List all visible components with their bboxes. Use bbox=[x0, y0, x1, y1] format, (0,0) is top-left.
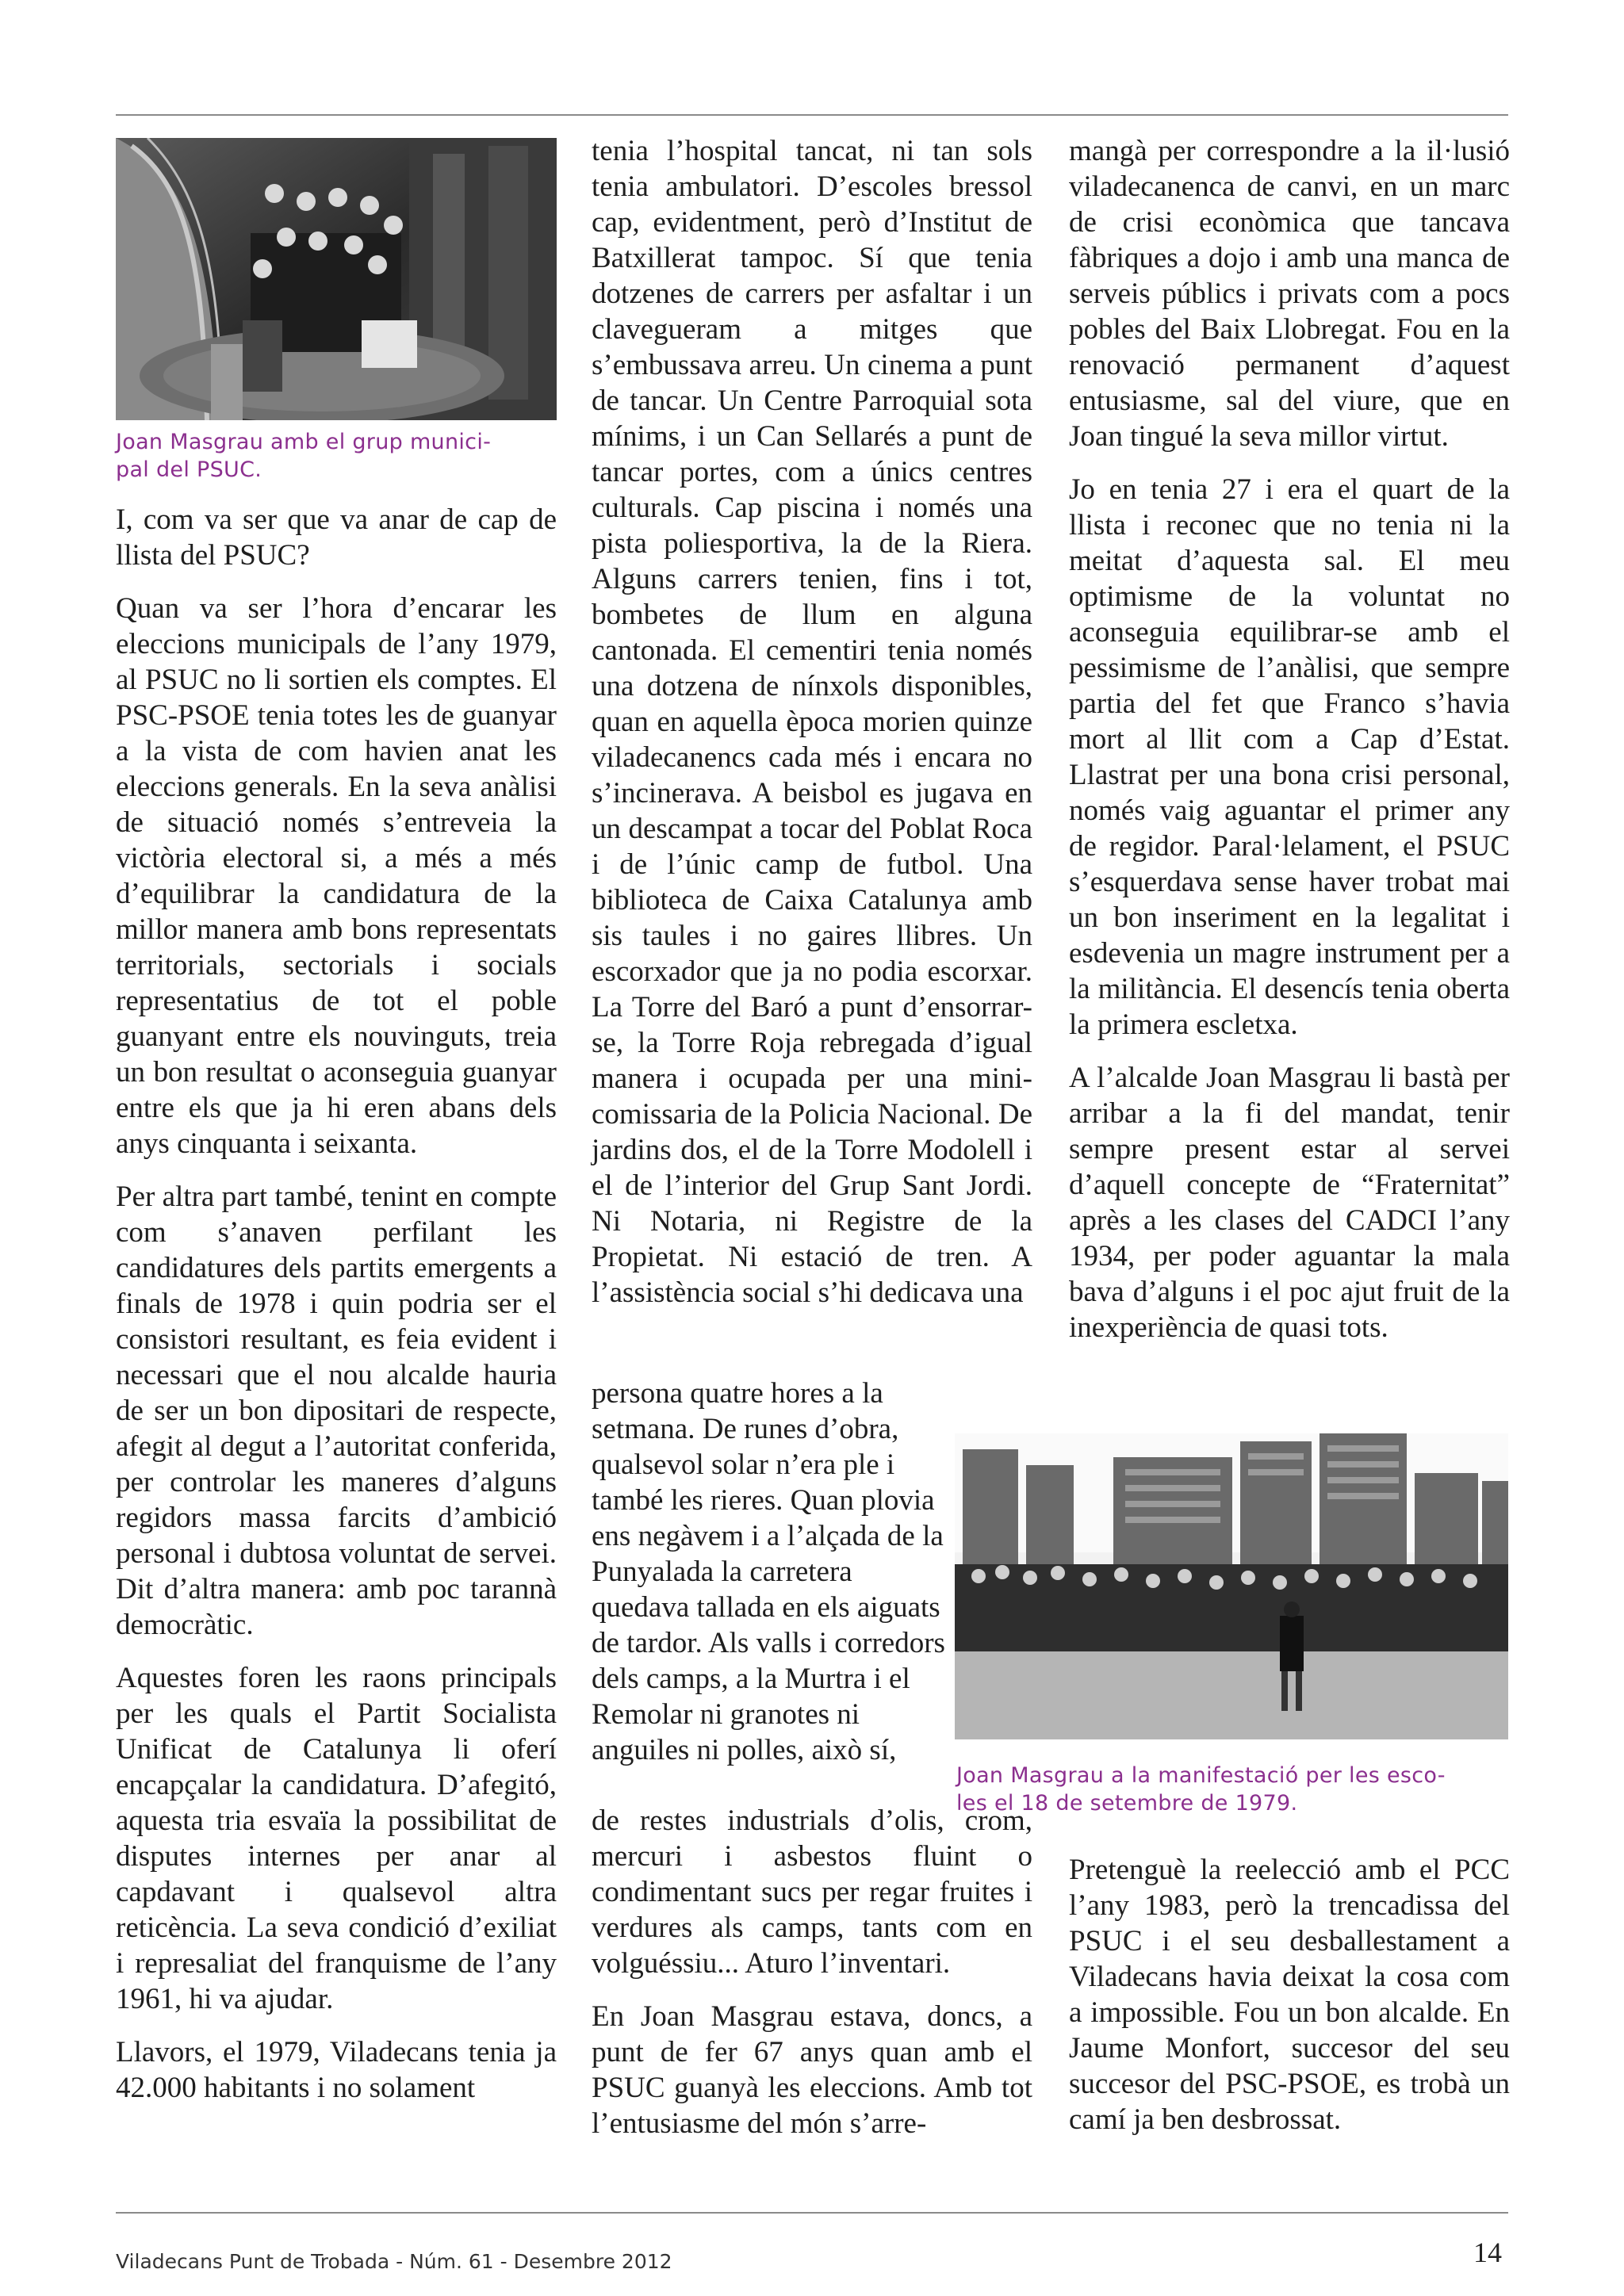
paragraph: Aquestes foren les raons principals per les quals el Partit Socialista Unificat de Catalunya li oferí encapçalar la candidatura. D’afegitó, aquesta tria esvaïa la possibilitat de disputes internes per anar al capdavant i qualsevol altra reticència. La seva condició d’exiliat i represaliat del franquisme de l’any 1961, hi va ajudar. bbox=[116, 1662, 557, 2015]
top-rule bbox=[116, 114, 1508, 116]
caption-line: Joan Masgrau amb el grup munici- bbox=[116, 430, 492, 454]
bottom-rule bbox=[116, 2212, 1508, 2214]
publication-footer: Viladecans Punt de Trobada - Núm. 61 - Desembre 2012 bbox=[116, 2250, 672, 2273]
interview-question: I, com va ser que va anar de cap de llista del PSUC? bbox=[116, 503, 557, 572]
paragraph: tenia l’hospital tancat, ni tan sols tenia ambulatori. D’escoles bressol cap, evidentment, però d’Institut de Batxillerat tampoc. Sí que tenia dotzenes de carrers per asfaltar i un clavegueram a mitges que s’embussava arreu. Un cinema a punt de tancar. Un Centre Parroquial sota mínims, i un Can Sellarés a punt de tancar portes, com a únics centres culturals. Cap piscina i només una pista poliesportiva, la de la Riera. Alguns carrers tenien, fins i tot, bombetes de llum en alguna cantonada. El cementiri tenia només una dotzena de nínxols disponibles, quan en aquella època morien quinze viladecanencs cada més i encara no s’incinerava. A beisbol es jugava en un descampat a tocar del Poblat Roca i de l’únic camp de futbol. Una biblioteca de Caixa Catalunya amb sis taules i no gaires llibres. Un escorxador que ja no podia escorxar. La Torre del Baró a punt d’ensorrar-se, la Torre Roja rebregada d’igual manera i ocupada per una mini-comissaria de la Policia Nacional. De jardins dos, el de la Torre Modolell i el de l’interior del Grup Sant Jordi. Ni Notaria, ni Registre de la Propietat. Ni estació de tren. A l’assistència social s’hi dedicava una bbox=[592, 135, 1032, 1309]
paragraph: Jo en tenia 27 i era el quart de la llista i reconec que no tenia ni la meitat d’aquesta sal. El meu optimisme de la voluntat no aconseguia equilibrar-se amb el pessimisme de l’anàlisi, que sempre partia del fet que Franco s’havia mort al llit com a Cap d’Estat. Llastrat per una bona crisi personal, només vaig aguantar el primer any de regidor. Paral·lelament, el PSUC s’esquerdava sense haver trobat mai un bon inseriment en la legalitat i esdevenia un magre instrument per a la militància. El desencís tenia oberta la primera escletxa. bbox=[1069, 473, 1510, 1041]
column-3 bbox=[1069, 133, 1510, 1363]
column-2-wrap bbox=[592, 1376, 947, 1785]
paragraph: Llavors, el 1979, Viladecans tenia ja 42.000 habitants i no solament bbox=[116, 2036, 557, 2104]
paragraph: Per altra part també, tenint en compte com s’anaven perfilant les candidatures dels partits emergents a finals de 1978 i quin podria ser el consistori resultant, es feia evident i necessari que el nou alcalde hauria de ser un bon dipositari de respecte, afegit al degut a l’autoritat conferida, per controlar les maneres d’alguns regidors massa farcits d’ambició personal i dubtosa voluntat de servei. Dit d’altra manera: amb poc tarannà democràtic. bbox=[116, 1181, 557, 1641]
caption-line: Joan Masgrau a la manifestació per les esco- bbox=[956, 1763, 1446, 1788]
demonstration-photo bbox=[955, 1433, 1508, 1739]
column-2 bbox=[592, 133, 1032, 1328]
column-1 bbox=[116, 502, 557, 2123]
photo2-caption bbox=[956, 1762, 1511, 1817]
photo1-caption bbox=[116, 428, 560, 484]
paragraph: mangà per correspondre a la il·lusió viladecanenca de canvi, en un marc de crisi econòmica que tancava fàbriques a dojo i amb una manca de serveis públics i privats com a pocs pobles del Baix Llobregat. Fou en la renovació permanent d’aquest entusiasme, sal del viure, que en Joan tingué la seva millor virtut. bbox=[1069, 135, 1510, 453]
column-3-bottom bbox=[1069, 1852, 1510, 2155]
paragraph: Quan va ser l’hora d’encarar les eleccions municipals de l’any 1979, al PSUC no li sortien els comptes. El PSC-PSOE tenia totes les de guanyar a la vista de com havien anat les eleccions generals. En la seva anàlisi de situació només s’entreveia la victòria electoral si, a més a més d’equilibrar la candidatura de la millor manera amb bons representats territorials, sectorials i socials representatius de tot el poble guanyant entre els nouvinguts, treia un bon resultat o aconseguia guanyar entre els que ja hi eren abans dels anys cinquanta i seixanta. bbox=[116, 592, 557, 1160]
page-number: 14 bbox=[1473, 2237, 1502, 2268]
paragraph: persona quatre hores a la setmana. De runes d’obra, qualsevol solar n’era ple i també les rieres. Quan plovia ens negàvem i a l’alçada de la Punyalada la carretera quedava tallada en els aiguats de tardor. Als valls i corredors dels camps, a la Murtra i el Remolar ni granotes ni anguiles ni polles, això sí, bbox=[592, 1377, 945, 1766]
caption-line: les el 18 de setembre de 1979. bbox=[956, 1791, 1298, 1816]
paragraph: Pretenguè la reelecció amb el PCC l’any 1983, però la trencadissa del PSUC i el seu desballestament a Viladecans havia deixat la cosa com a impossible. Fou un bon alcalde. En Jaume Monfort, succesor del seu succesor del PSC-PSOE, es trobà un camí ja ben desbrossat. bbox=[1069, 1854, 1510, 2136]
paragraph: de restes industrials d’olis, crom, mercuri i asbestos fluint o condimentant sucs per regar fruites i verdures als camps, tants com en volguéssiu... Aturo l’inventari. bbox=[592, 1804, 1032, 1980]
caption-line: pal del PSUC. bbox=[116, 457, 262, 482]
paragraph: A l’alcalde Joan Masgrau li bastà per arribar a la fi del mandat, tenir sempre present estar al servei d’aquell concepte de “Fraternitat” après a les clases del CADCI l’any 1934, per poder aguantar la mala bava d’alguns i el poc ajut fruit de la inexperiència de quasi tots. bbox=[1069, 1062, 1510, 1344]
column-2-bottom bbox=[592, 1803, 1032, 2159]
paragraph: En Joan Masgrau estava, doncs, a punt de fer 67 anys quan amb el PSUC guanyà les eleccions. Amb tot l’entusiasme del món s’arre- bbox=[592, 2000, 1032, 2140]
group-photo bbox=[116, 138, 557, 420]
